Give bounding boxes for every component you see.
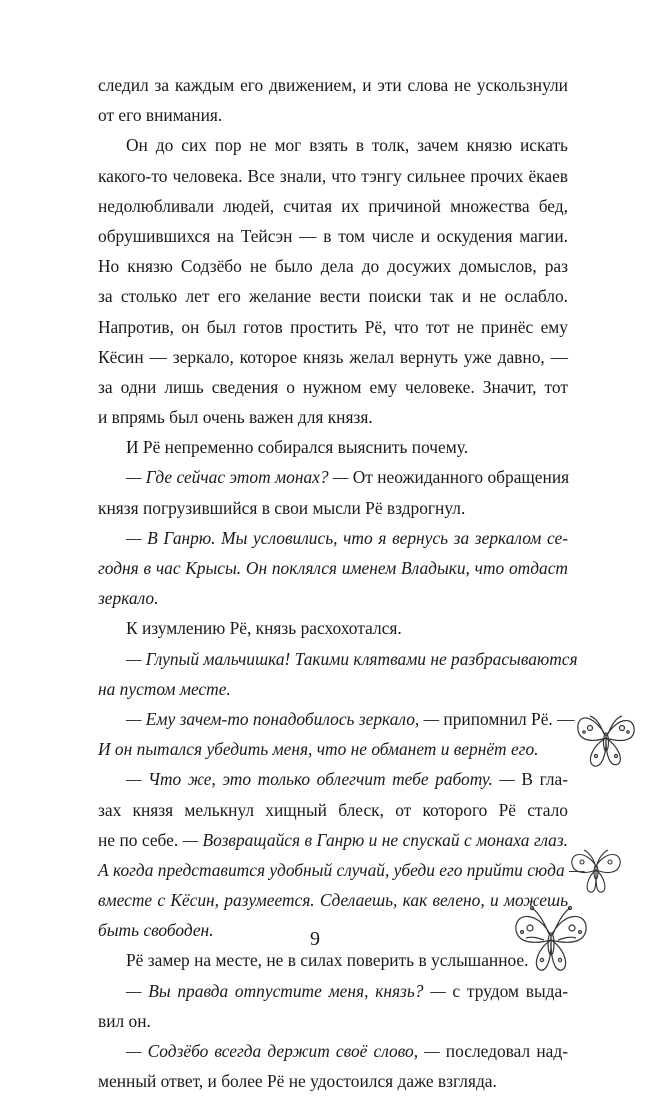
text-line: обрушившихся на Тейсэн — в том числе и оскудения магии. [98, 225, 568, 246]
text-line: не по себе. — Возвращайся в Ганрю и не спускай с монаха глаз. [98, 829, 568, 850]
text-line: А когда представится удобный случай, убеди его прийти сюда — [98, 859, 585, 880]
moth-icon [572, 706, 640, 772]
text-line: — Содзёбо всегда держит своё слово, — последовал над- [126, 1041, 568, 1061]
text-line: зеркало. [98, 588, 159, 609]
text-line: — Что же, это только облегчит тебе работу. — В гла- [126, 769, 569, 790]
text-line: — В Ганрю. Мы условились, что я вернусь за зеркалом се- [126, 527, 568, 548]
text-line: за столько лет его желание вести поиски так и не ослабло. [98, 286, 568, 307]
body-text [98, 70, 585, 1096]
text-line: быть свободен. [98, 920, 214, 941]
text-line: за одни лишь сведения о нужном ему человеке. Значит, тот [98, 376, 568, 397]
text-line: вил он. [98, 1010, 151, 1031]
text-line: и впрямь был очень важен для князя. [98, 407, 373, 428]
text-line: менный ответ, и более Рё не удостоился даже взгляда. [98, 1071, 497, 1092]
moth-icon [508, 902, 594, 974]
text-line: какого-то человека. Все знали, что тэнгу сильнее прочих ёкаев [98, 165, 568, 186]
text-line: Он до сих пор не мог взять в толк, зачем князю искать [126, 135, 568, 156]
text-line: — Где сейчас этот монах? — От неожиданного обращения [126, 467, 570, 488]
text-line: годня в час Крысы. Он поклялся именем Владыки, что отдаст [98, 558, 568, 578]
text-line: недолюбливали людей, считая их причиной множества бед, [98, 195, 568, 216]
text-line: Напротив, он был готов простить Рё, что тот не принёс ему [98, 316, 568, 337]
text-line: — Вы правда отпустите меня, князь? — с трудом выда- [126, 980, 568, 1001]
text-line: — Глупый мальчишка! Такими клятвами не разбрасываются [126, 648, 578, 669]
text-line: от его внимания. [98, 105, 223, 126]
text-line: Но князю Содзёбо не было дела до досужих домыслов, раз [98, 256, 568, 277]
moth-icon [566, 846, 626, 896]
text-line: И он пытался убедить меня, что не обманет и вернёт его. [98, 739, 539, 760]
text-line: на пустом месте. [98, 678, 231, 699]
text-line: К изумлению Рё, князь расхохотался. [126, 618, 402, 639]
page-number: 9 [310, 928, 320, 950]
text-line: князя погрузившийся в свои мысли Рё вздрогнул. [98, 497, 466, 518]
text-line: зах князя мелькнул хищный блеск, от которого Рё стало [98, 799, 568, 820]
text-line: следил за каждым его движением, и эти слова не ускользнули [98, 75, 568, 95]
text-line: Кёсин — зеркало, которое князь желал вернуть уже давно, — [98, 346, 568, 367]
text-line: И Рё непременно собирался выяснить почему. [126, 437, 469, 458]
text-line: вместе с Кёсин, разумеется. Сделаешь, как велено, и можешь [98, 890, 568, 911]
text-line: — Ему зачем-то понадобилось зеркало, — припомнил Рё. — [126, 708, 575, 729]
text-line: Рё замер на месте, не в силах поверить в услышанное. [126, 950, 529, 971]
